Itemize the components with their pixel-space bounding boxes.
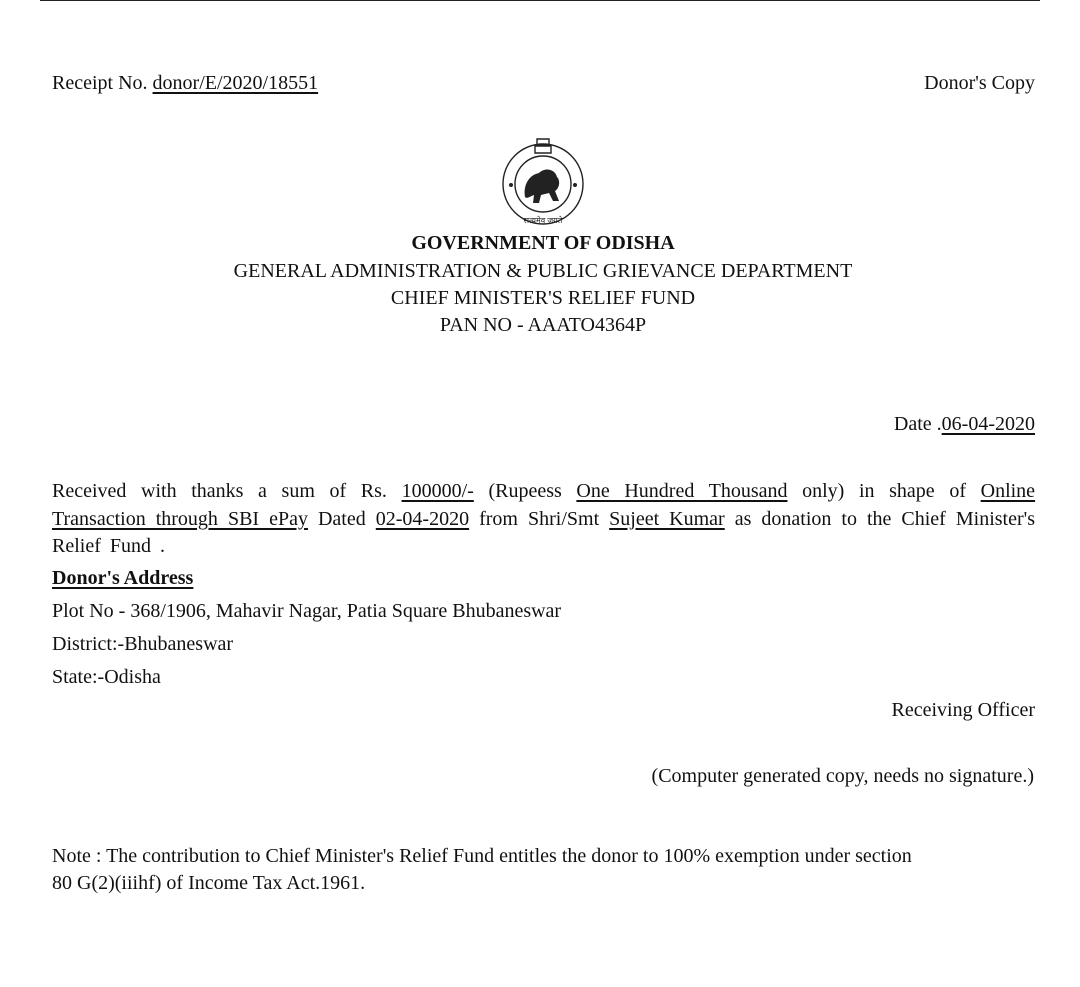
tax-note-line-2: 80 G(2)(iiihf) of Income Tax Act.1961. (52, 872, 366, 894)
receipt-line (52, 72, 1035, 95)
para-text-2: (Rupeess (488, 480, 562, 502)
state-emblem-icon (499, 137, 587, 227)
address-heading: Donor's Address (52, 567, 194, 589)
payment-mode: Online Transaction through SBI ePay (52, 480, 1036, 530)
receipt-date (52, 413, 1035, 436)
receipt-paragraph (52, 478, 1035, 561)
pan-number: PAN NO - AAATO4364P (439, 314, 647, 336)
department-title: GENERAL ADMINISTRATION & PUBLIC GRIEVANCE DEPARTMENT (233, 260, 853, 282)
address-line: Plot No - 368/1906, Mahavir Nagar, Patia Square Bhubaneswar (52, 600, 562, 622)
copy-label: Donor's Copy (924, 72, 1035, 94)
date-value: 06-04-2020 (941, 413, 1035, 435)
receipt-number (52, 72, 318, 95)
address-district: District:-Bhubaneswar (52, 633, 234, 655)
receipt-label: Receipt No. (52, 72, 148, 94)
receipt-number-value: donor/E/2020/18551 (152, 72, 319, 94)
para-text-6: as donation to the Chief Minister's Relief Fund . (52, 507, 1036, 557)
transaction-date: 02-04-2020 (375, 507, 470, 530)
para-text-4: Dated (317, 507, 366, 530)
fund-title: CHIEF MINISTER'S RELIEF FUND (390, 287, 696, 309)
tax-note-line-1: Note : The contribution to Chief Minister's Relief Fund entitles the donor to 100% exemption under section (52, 845, 912, 867)
para-text-5: from Shri/Smt (479, 507, 600, 530)
para-text-1: Received with thanks a sum of Rs. (52, 480, 387, 502)
amount-value: 100000/- (401, 480, 474, 502)
para-text-3: only) in shape of (802, 480, 966, 502)
tax-note (52, 843, 1002, 897)
emblem-caption: सत्यमेव जयते (523, 216, 563, 225)
donor-name: Sujeet Kumar (609, 507, 725, 530)
date-label: Date . (893, 413, 942, 435)
top-rule (40, 0, 1040, 1)
computer-generated-note: (Computer generated copy, needs no signature.) (651, 765, 1034, 787)
government-title: GOVERNMENT OF ODISHA (411, 232, 675, 254)
amount-words: One Hundred Thousand (576, 480, 788, 502)
address-state: State:-Odisha (52, 666, 161, 688)
receiving-officer: Receiving Officer (891, 699, 1035, 721)
